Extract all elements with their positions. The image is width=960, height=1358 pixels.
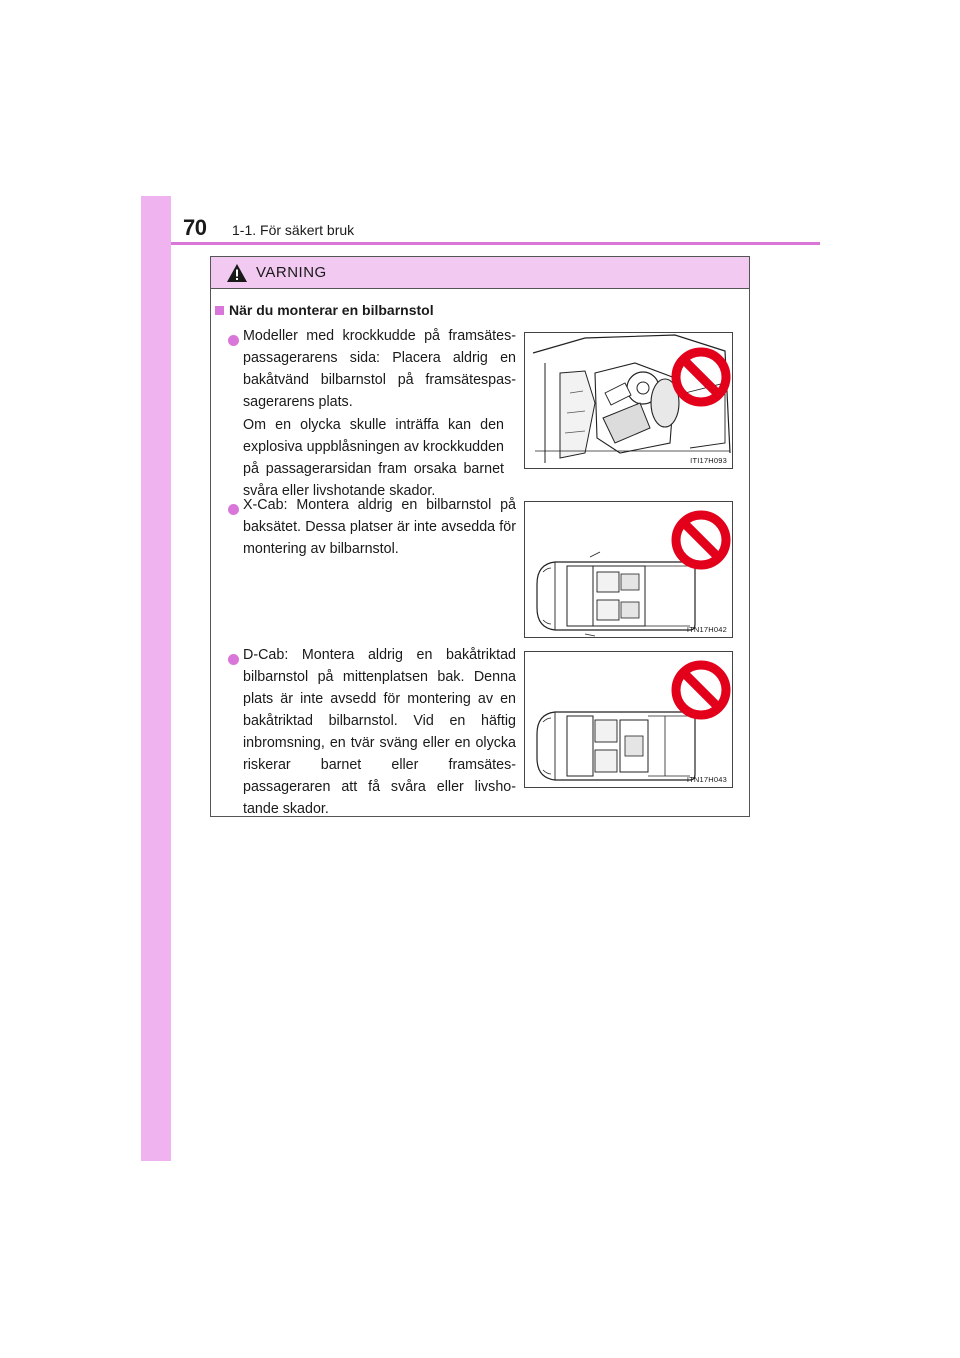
warning-title: VARNING: [256, 264, 327, 281]
item-1-text: Modeller med krockkudde på framsätes-passagerarens sida: Placera aldrig en bakåtvänd bilbarnstol på framsätespas-sagerarens plats.: [243, 328, 516, 410]
page-number: 70: [183, 215, 207, 240]
chapter-side-band: [141, 196, 171, 1161]
bullet-icon: [228, 504, 239, 515]
page-header: [141, 196, 820, 246]
subheading-text: När du monterar en bilbarnstol: [229, 302, 434, 318]
figure-d-cab-top-view: [524, 651, 733, 788]
figure-code: ITN17H043: [686, 775, 727, 784]
item-1-note: Om en olycka skulle inträffa kan den explosiva uppblåsningen av krockkudden på passagerarsidan fram orsaka barnet svåra eller livshotande skador.: [243, 417, 504, 499]
bullet-icon: [228, 654, 239, 665]
warning-box: [210, 256, 750, 817]
square-bullet-icon: [215, 306, 224, 315]
item-3-text: D-Cab: Montera aldrig en bakåtriktad bilbarnstol på mittenplatsen bak. Denna plats är inte avsedd för montering av en bakåtriktad bilbarnstol. Vid en häftig inbromsning, en tvär sväng eller en olycka riskerar barnet eller framsätes-passageraren att få svåra eller livsho-tande skador.: [243, 647, 516, 817]
figure-airbag-rear-facing-seat: [524, 332, 733, 469]
warning-header: [211, 257, 749, 289]
subheading: [215, 302, 434, 318]
figure-x-cab-top-view: [524, 501, 733, 638]
header-rule: [171, 242, 820, 245]
figure-code: ITI17H093: [690, 456, 727, 465]
item-2-text: X-Cab: Montera aldrig en bilbarnstol på baksätet. Dessa platser är inte avsedda för montering av bilbarnstol.: [243, 497, 516, 557]
bullet-icon: [228, 335, 239, 346]
figure-code: ITN17H042: [686, 625, 727, 634]
warning-triangle-icon: [226, 263, 248, 283]
section-title: 1-1. För säkert bruk: [232, 222, 355, 238]
